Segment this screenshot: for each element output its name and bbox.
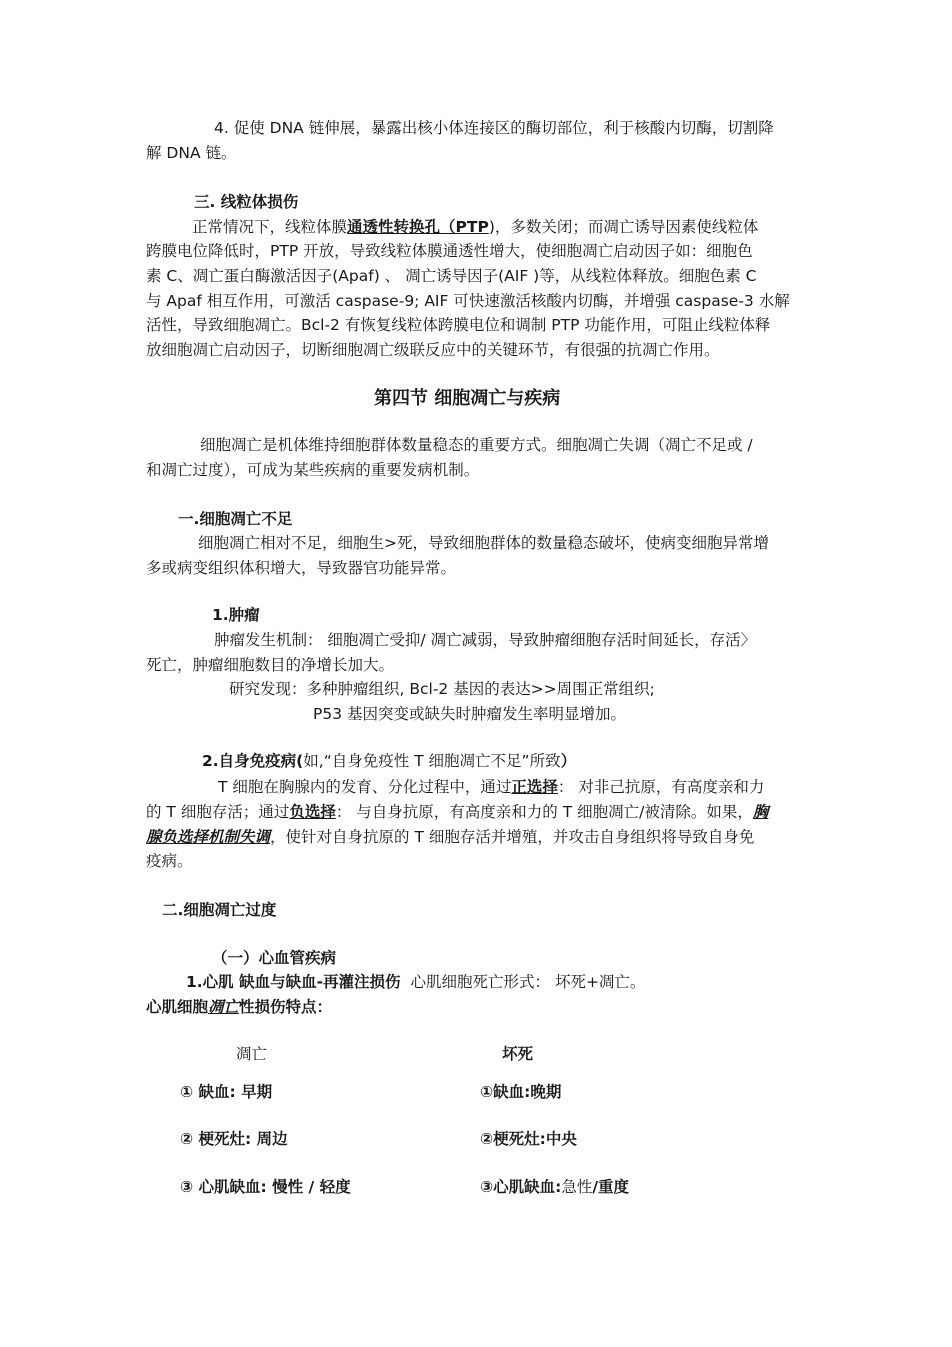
cardio-heading: （一）心血管疾病	[212, 949, 337, 967]
compare-row-1-left: ① 缺血: 早期	[180, 1083, 273, 1101]
compare-header-apoptosis: 凋亡	[236, 1045, 268, 1063]
part-1-line-1: 细胞凋亡相对不足，细胞生>死，导致细胞群体的数量稳态破坏，使病变细胞异常增	[198, 534, 769, 552]
autoimmune-line-1: T 细胞在胸腺内的发育、分化过程中，通过正选择： 对非己抗原，有高度亲和力	[218, 778, 765, 796]
section-3-line-5: 活性，导致细胞凋亡。Bcl-2 有恢复线粒体跨膜电位和调制 PTP 功能作用，可阻止线粒体释	[146, 316, 771, 334]
compare-row-2-left: ② 梗死灶: 周边	[180, 1130, 288, 1148]
cardio-feature-heading: 心肌细胞凋亡性损伤特点：	[146, 998, 333, 1016]
tumor-line-4: P53 基因突变或缺失时肿瘤发生率明显增加。	[313, 705, 626, 723]
compare-row-3-left: ③ 心肌缺血: 慢性 / 轻度	[180, 1178, 351, 1196]
part-2-heading: 二.细胞凋亡过度	[162, 901, 277, 919]
section-3-line-3: 素 C、凋亡蛋白酶激活因子(Apaf) 、 凋亡诱导因子(AIF )等，从线粒体释放。细胞色素 C	[146, 267, 757, 285]
tumor-line-2: 死亡，肿瘤细胞数目的净增长加大。	[146, 656, 395, 674]
section-3-line-4: 与 Apaf 相互作用，可激活 caspase-9; AIF 可快速激活核酸内切酶，并增强 caspase-3 水解	[146, 292, 790, 310]
compare-row-2-right: ②梗死灶:中央	[480, 1130, 577, 1148]
tumor-line-3: 研究发现：多种肿瘤组织, Bcl-2 基因的表达>>周围正常组织;	[229, 680, 655, 698]
chapter-title: 第四节 细胞凋亡与疾病	[374, 388, 561, 409]
para-4-line-1: 4. 促使 DNA 链伸展，暴露出核小体连接区的酶切部位，利于核酸内切酶，切割降	[214, 119, 774, 137]
intro-line-2: 和凋亡过度），可成为某些疾病的重要发病机制。	[146, 461, 480, 479]
section-3-line-1: 正常情况下，线粒体膜通透性转换孔（PTP)，多数关闭；而凋亡诱导因素使线粒体	[192, 218, 759, 236]
autoimmune-line-4: 疫病。	[146, 852, 193, 870]
part-1-heading: 一.细胞凋亡不足	[178, 510, 293, 528]
section-3-line-2: 跨膜电位降低时，PTP 开放，导致线粒体膜通透性增大，使细胞凋亡启动因子如：细胞色	[146, 242, 753, 260]
ptp-term: 通透性转换孔（PTP	[347, 218, 489, 236]
thymus-negative-selection-term: 腺负选择机制失调	[146, 828, 271, 846]
autoimmune-line-3: 腺负选择机制失调，使针对自身抗原的 T 细胞存活并增殖，并攻击自身组织将导致自身免	[146, 828, 755, 846]
cardio-item-1: 1.心肌 缺血与缺血-再灌注损伤 心肌细胞死亡形式： 坏死+凋亡。	[186, 973, 646, 991]
para-4-line-2: 解 DNA 链。	[146, 144, 237, 162]
negative-selection-term: 负选择	[289, 803, 336, 821]
compare-row-3-right: ③心肌缺血:急性/重度	[480, 1178, 630, 1196]
intro-line-1: 细胞凋亡是机体维持细胞群体数量稳态的重要方式。细胞凋亡失调（凋亡不足或 /	[200, 436, 753, 454]
section-3-heading: 三. 线粒体损伤	[194, 193, 299, 211]
section-3-line-6: 放细胞凋亡启动因子，切断细胞凋亡级联反应中的关键环节，有很强的抗凋亡作用。	[146, 341, 720, 359]
autoimmune-line-2: 的 T 细胞存活；通过负选择： 与自身抗原，有高度亲和力的 T 细胞凋亡/被清除。如果，胸	[146, 803, 769, 821]
autoimmune-heading: 2.自身免疫病(如,“自身免疫性 T 细胞凋亡不足”所致）	[202, 752, 577, 770]
positive-selection-term: 正选择	[511, 778, 558, 796]
compare-row-1-right: ①缺血:晚期	[480, 1083, 562, 1101]
tumor-line-1: 肿瘤发生机制： 细胞凋亡受抑/ 凋亡减弱，导致肿瘤细胞存活时间延长，存活〉	[214, 631, 757, 649]
part-1-line-2: 多或病变组织体积增大，导致器官功能异常。	[146, 559, 457, 577]
tumor-heading: 1.肿瘤	[212, 606, 260, 624]
compare-header-necrosis: 坏死	[502, 1045, 534, 1063]
